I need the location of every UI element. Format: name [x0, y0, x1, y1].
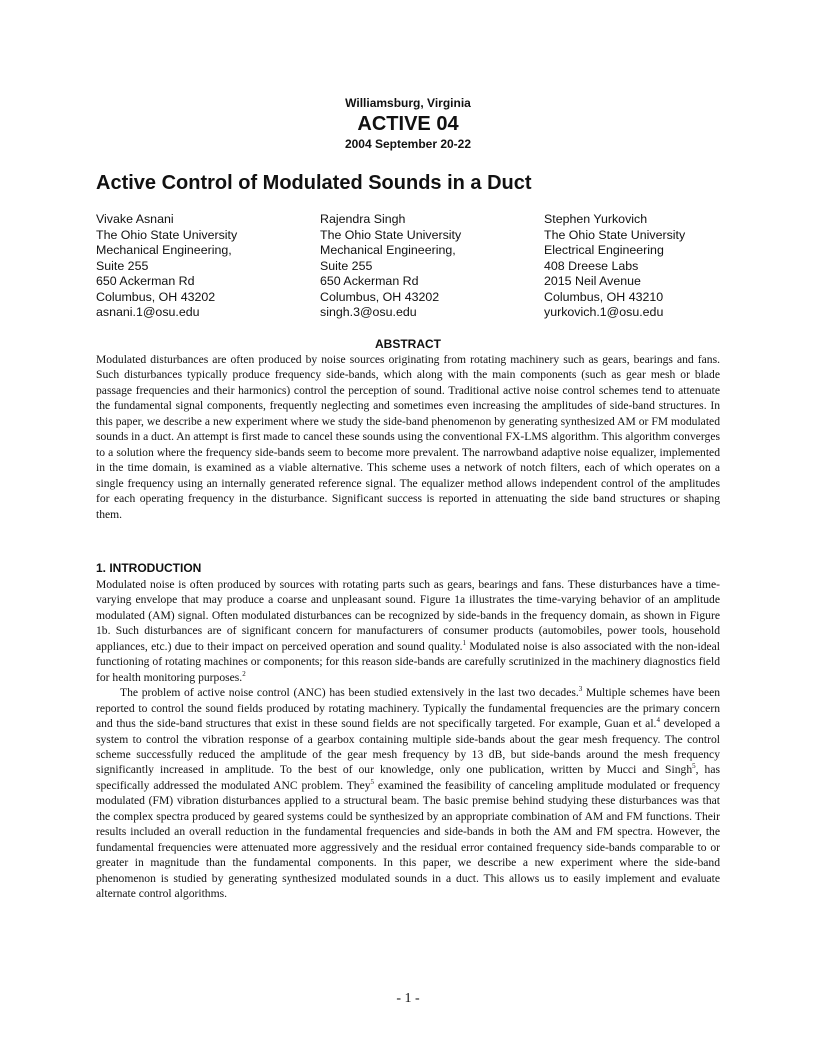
citation-ref: 3 — [578, 685, 583, 694]
author-2 — [320, 212, 461, 321]
citation-ref: 1 — [462, 638, 467, 647]
conference-dates: 2004 September 20-22 — [344, 137, 472, 151]
abstract-text: Modulated disturbances are often produced by noise sources originating from rotating machinery such as gears, bearings and fans. Such disturbances typically produce frequency side-bands, which along with the main components (such as gear mesh or blade passage frequencies and their harmonics) control the perception of sound. Traditional active noise control schemes tend to attenuate the fundamental signal components, frequently neglecting and sometimes even increasing the amplitudes of side-band structures. In this paper, we describe a new experiment where we study the side-band phenomenon by generating synthesized AM or FM modulated sounds in a duct. An attempt is first made to cancel these sounds using the conventional FX-LMS algorithm. This algorithm converges to a solution where the frequency side-bands seem to become more prevalent. The narrowband adaptive noise equalizer, implemented in the time domain, is examined as a viable alternative. This scheme uses a network of notch filters, each of which operates on a single frequency using an internally generated reference signal. The equalizer method allows independent control of the amplitudes for each operating frequency in the disturbance. Significant success is reported in attenuating the side band structures or shaping them. — [96, 353, 720, 521]
page-number: - 1 - — [396, 991, 420, 1006]
text-segment: Multiple schemes have been reported to control the sound fields produced by rotating machinery. Typically the fundamental frequencies are the primary concern and thus the side-band structures that exist in these sound fields are not specifically targeted. For example, Guan et al. — [96, 686, 721, 731]
conference-name: ACTIVE 04 — [357, 113, 459, 135]
text-segment: The problem of active noise control (ANC) has been studied extensively in the last two decades. — [120, 686, 579, 700]
author-email: asnani.1@osu.edu — [96, 305, 200, 319]
introduction-heading: 1. INTRODUCTION — [96, 561, 202, 575]
text-segment: developed a system to control the vibration response of a gearbox containing multiple side-bands about the gear mesh frequency. The control scheme successfully reduced the amplitude of the gear mesh frequency by 13 dB, but side-bands around the mesh frequency significantly increased in amplitude. To the best of our knowledge, only one publication, written by Mucci and Singh — [96, 717, 720, 777]
author-city: Columbus, OH 43210 — [544, 289, 664, 304]
author-affiliation: The Ohio State University — [544, 227, 686, 242]
paper-title: Active Control of Modulated Sounds in a Duct — [96, 172, 532, 194]
text-segment: Modulated noise is often produced by sources with rotating parts such as gears, bearings and fans. These disturbances have a time-varying envelope that may produce a coarse and unpleasant sound. Figure 1a illustrates the time-varying behavior of an amplitude modulated (AM) signal. Often modulated disturbances can be recognized by side-bands in the frequency domain, as shown in Figure 1b. Such disturbances are of significant concern for manufacturers of consumer products (automobiles, power tools, household appliances, etc.) due to their impact on perceived operation and sound quality. — [96, 578, 720, 653]
author-name: Stephen Yurkovich — [544, 212, 648, 226]
text-segment: Modulated noise is also associated with the non-ideal functioning of rotating machines or components; for this reason side-bands are carefully scrutinized in the machinery diagnostics field for health monitoring purposes. — [96, 639, 721, 684]
author-address-line: 650 Ackerman Rd — [320, 274, 419, 288]
author-city: Columbus, OH 43202 — [320, 289, 440, 304]
paragraph — [96, 685, 720, 901]
abstract-heading: ABSTRACT — [375, 337, 441, 351]
author-email: yurkovich.1@osu.edu — [544, 305, 664, 319]
author-address-line: 2015 Neil Avenue — [544, 274, 641, 288]
author-address-line: 408 Dreese Labs — [544, 258, 639, 273]
author-name: Vivake Asnani — [96, 212, 174, 226]
introduction-body — [96, 577, 720, 902]
text-segment: examined the feasibility of canceling amplitude modulated or frequency modulated (FM) vibration disturbances applied to a structural beam. The basic premise behind studying these disturbances was that the complex spectra produced by geared systems could be synthesized by an appropriate combination of AM and FM functions. Their results included an overall reduction in the fundamental frequencies and side-bands in both the AM and FM spectra. However, the fundamental frequencies were attenuated more aggressively and the residual error contained frequency side-bands comparable to or greater in magnitude than the fundamental components. In this paper, we describe a new experiment where the side-band phenomenon is studied by generating synthesized modulated sounds in a duct. This allows us to easily implement and evaluate alternate control algorithms. — [96, 778, 720, 901]
author-department: Mechanical Engineering, — [96, 243, 232, 257]
paragraph — [96, 577, 720, 685]
citation-ref: 2 — [242, 669, 246, 678]
author-address-line: 650 Ackerman Rd — [96, 274, 195, 288]
author-department: Electrical Engineering — [544, 243, 664, 257]
author-affiliation: The Ohio State University — [96, 227, 238, 242]
author-address-line: Suite 255 — [96, 258, 149, 273]
author-affiliation: The Ohio State University — [320, 227, 462, 242]
author-email: singh.3@osu.edu — [320, 305, 417, 319]
citation-ref: 4 — [656, 716, 660, 725]
author-3 — [544, 212, 685, 321]
author-address-line: Suite 255 — [320, 258, 373, 273]
author-name: Rajendra Singh — [320, 212, 406, 226]
author-1 — [96, 212, 237, 321]
citation-ref: 5 — [692, 762, 696, 771]
author-city: Columbus, OH 43202 — [96, 289, 216, 304]
author-department: Mechanical Engineering, — [320, 243, 456, 257]
text-segment: , has specifically addressed the modulated ANC problem. They — [96, 763, 720, 792]
citation-ref: 5 — [370, 778, 375, 787]
conference-location: Williamsburg, Virginia — [345, 96, 471, 110]
